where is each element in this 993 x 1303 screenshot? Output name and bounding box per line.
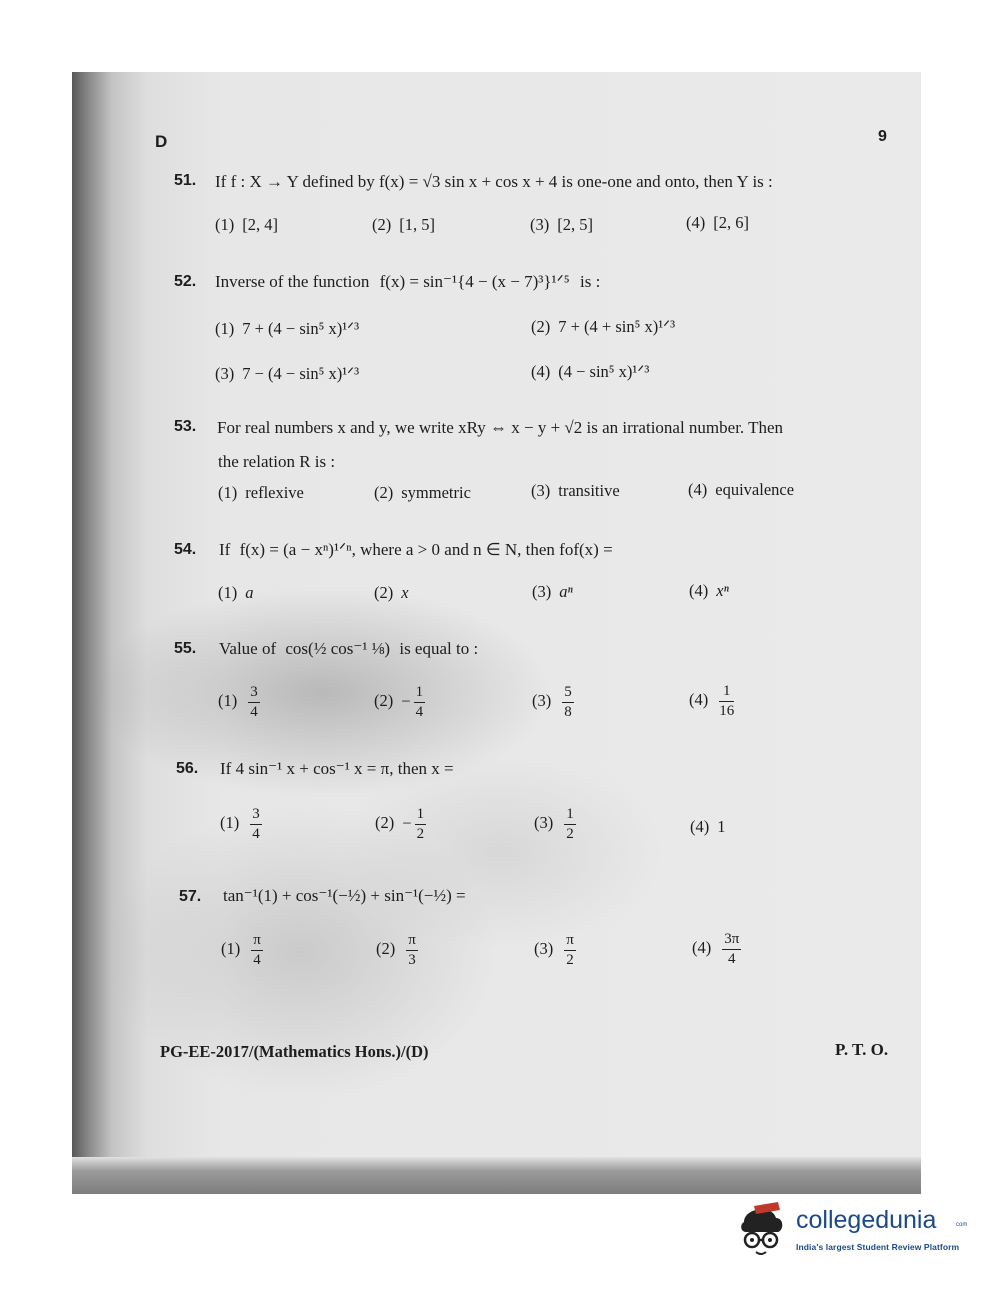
option-54-1 [218, 583, 254, 603]
option-fraction [562, 685, 574, 720]
option-number: (2) [374, 583, 394, 602]
numerator: 3 [248, 685, 260, 703]
option-52-4 [531, 362, 649, 382]
mascot-icon [734, 1200, 794, 1260]
option-fraction [415, 807, 427, 842]
option-54-2 [374, 583, 409, 603]
question-number-57: 57. [179, 888, 202, 905]
option-text: aⁿ [559, 582, 573, 601]
option-57-1 [221, 933, 266, 968]
option-53-4 [688, 480, 794, 500]
option-54-3 [532, 582, 573, 602]
option-number: (1) [221, 939, 241, 959]
option-text: equivalence [715, 480, 795, 499]
option-text: 7 − (4 − sin⁵ x)¹ᐟ³ [242, 364, 360, 383]
denominator: 3 [408, 952, 416, 968]
option-56-4 [690, 817, 726, 837]
option-56-2 [375, 807, 429, 842]
question-55-stem [219, 639, 478, 659]
numerator: 1 [564, 807, 576, 825]
option-text: x [401, 583, 409, 602]
option-text: [1, 5] [399, 215, 435, 234]
option-53-1 [218, 483, 304, 503]
please-turn-over: P. T. O. [835, 1040, 889, 1059]
option-number: (4) [689, 581, 709, 600]
option-number: (4) [686, 213, 706, 232]
option-56-1 [220, 807, 265, 842]
option-text: xⁿ [716, 581, 729, 600]
option-57-2 [376, 933, 421, 968]
option-number: (1) [218, 691, 238, 711]
option-number: (4) [690, 817, 710, 836]
option-text: 7 + (4 − sin⁵ x)¹ᐟ³ [242, 319, 360, 338]
option-51-2 [372, 215, 435, 235]
denominator: 8 [564, 704, 572, 720]
option-55-1 [218, 685, 263, 720]
option-number: (2) [374, 483, 394, 502]
question-text-53-line2: the relation R is : [218, 452, 336, 471]
denominator: 4 [728, 951, 736, 967]
denominator: 2 [566, 826, 574, 842]
math-expression: cos(½ cos⁻¹ ⅛) [285, 639, 391, 658]
option-number: (3) [532, 582, 552, 601]
option-fraction [248, 685, 260, 720]
option-text: (4 − sin⁵ x)¹ᐟ³ [558, 362, 650, 381]
option-number: (1) [215, 319, 235, 338]
option-57-4 [692, 932, 744, 967]
numerator: 5 [562, 685, 574, 703]
question-text-53-line1: For real numbers x and y, we write xRy ⇔ x − y + √2 is an irrational number. Then [217, 418, 784, 437]
question-number-53: 53. [174, 418, 197, 435]
option-52-2 [531, 317, 675, 337]
option-number: (4) [688, 480, 708, 499]
option-number: (2) [372, 215, 392, 234]
option-text: symmetric [401, 483, 471, 502]
option-number: (2) [376, 939, 396, 959]
option-fraction [719, 684, 734, 719]
question-text: Value of [219, 639, 277, 658]
option-fraction [251, 933, 263, 968]
option-54-4 [689, 581, 729, 601]
question-text: is equal to : [399, 639, 479, 658]
option-fraction [564, 807, 576, 842]
option-text: [2, 6] [713, 213, 749, 232]
option-number: (3) [532, 691, 552, 711]
option-number: (3) [215, 364, 235, 383]
option-number: (2) [531, 317, 551, 336]
option-51-3 [530, 215, 593, 235]
question-text-51: If f : X → Y defined by f(x) = √3 sin x + cos x + 4 is one-one and onto, then Y is : [215, 172, 773, 191]
question-54-stem [219, 540, 613, 560]
numerator: π [406, 933, 418, 951]
option-fraction [722, 932, 741, 967]
scan-bottom-edge [72, 1157, 921, 1194]
option-53-2 [374, 483, 471, 503]
question-number-55: 55. [174, 640, 197, 657]
option-text: [2, 4] [242, 215, 278, 234]
function-expression: f(x) = sin⁻¹{4 − (x − 7)³}¹ᐟ⁵ [379, 272, 570, 291]
option-number: (3) [534, 813, 554, 833]
option-number: (2) [375, 813, 395, 833]
numerator: 1 [719, 684, 734, 702]
option-number: (3) [530, 215, 550, 234]
option-number: (2) [374, 691, 394, 711]
option-fraction [406, 933, 418, 968]
math-expression-57: tan⁻¹(1) + cos⁻¹(−½) + sin⁻¹(−½) = [223, 886, 466, 905]
question-number-51: 51. [174, 172, 197, 189]
denominator: 4 [252, 826, 260, 842]
option-sign: − [402, 813, 412, 833]
exam-code: PG-EE-2017/(Mathematics Hons.)/(D) [160, 1042, 429, 1061]
option-number: (1) [218, 483, 238, 502]
option-text: reflexive [245, 483, 304, 502]
brand-name: collegedunia [796, 1206, 937, 1234]
option-fraction [564, 933, 576, 968]
question-number-56: 56. [176, 760, 199, 777]
brand-suffix: com [956, 1222, 968, 1228]
question-text-56: If 4 sin⁻¹ x + cos⁻¹ x = π, then x = [220, 759, 454, 778]
option-text: a [245, 583, 254, 602]
brand-tagline: India's largest Student Review Platform [796, 1242, 960, 1252]
scanned-page [72, 72, 921, 1194]
option-number: (4) [692, 938, 712, 958]
option-number: (4) [531, 362, 551, 381]
page-number: 9 [878, 128, 887, 145]
option-53-3 [531, 481, 620, 501]
option-52-3 [215, 364, 359, 384]
question-text: , where a > 0 and n ∈ N, then fof(x) = [351, 540, 613, 559]
option-text: transitive [558, 481, 620, 500]
numerator: π [251, 933, 263, 951]
denominator: 4 [253, 952, 261, 968]
option-55-2 [374, 685, 428, 720]
numerator: π [564, 933, 576, 951]
option-55-3 [532, 685, 577, 720]
denominator: 2 [416, 826, 425, 842]
option-57-3 [534, 933, 579, 968]
question-text: is : [580, 272, 601, 291]
option-number: (1) [218, 583, 238, 602]
option-sign: − [401, 691, 411, 711]
collegedunia-logo [734, 1200, 968, 1260]
option-56-3 [534, 807, 579, 842]
option-number: (1) [215, 215, 235, 234]
option-text: [2, 5] [557, 215, 593, 234]
option-number: (3) [531, 481, 551, 500]
question-text: Inverse of the function [215, 272, 370, 291]
denominator: 16 [719, 703, 735, 719]
option-fraction [250, 807, 262, 842]
set-letter: D [155, 132, 168, 151]
option-51-1 [215, 215, 278, 235]
option-text: 1 [717, 817, 726, 836]
denominator: 2 [566, 952, 574, 968]
option-fraction [414, 685, 426, 720]
question-number-52: 52. [174, 273, 197, 290]
numerator: 1 [415, 807, 427, 825]
option-number: (3) [534, 939, 554, 959]
option-52-1 [215, 319, 359, 339]
option-text: 7 + (4 + sin⁵ x)¹ᐟ³ [558, 317, 676, 336]
option-number: (4) [689, 690, 709, 710]
option-51-4 [686, 213, 749, 233]
denominator: 4 [250, 704, 258, 720]
denominator: 4 [415, 704, 424, 720]
option-55-4 [689, 684, 737, 719]
option-number: (1) [220, 813, 240, 833]
numerator: 3π [722, 932, 741, 950]
question-52-stem [215, 272, 600, 292]
numerator: 3 [250, 807, 262, 825]
numerator: 1 [414, 685, 426, 703]
question-number-54: 54. [174, 541, 197, 558]
question-text: If [219, 540, 231, 559]
function-expression: f(x) = (a − xⁿ)¹ᐟⁿ [239, 540, 352, 559]
